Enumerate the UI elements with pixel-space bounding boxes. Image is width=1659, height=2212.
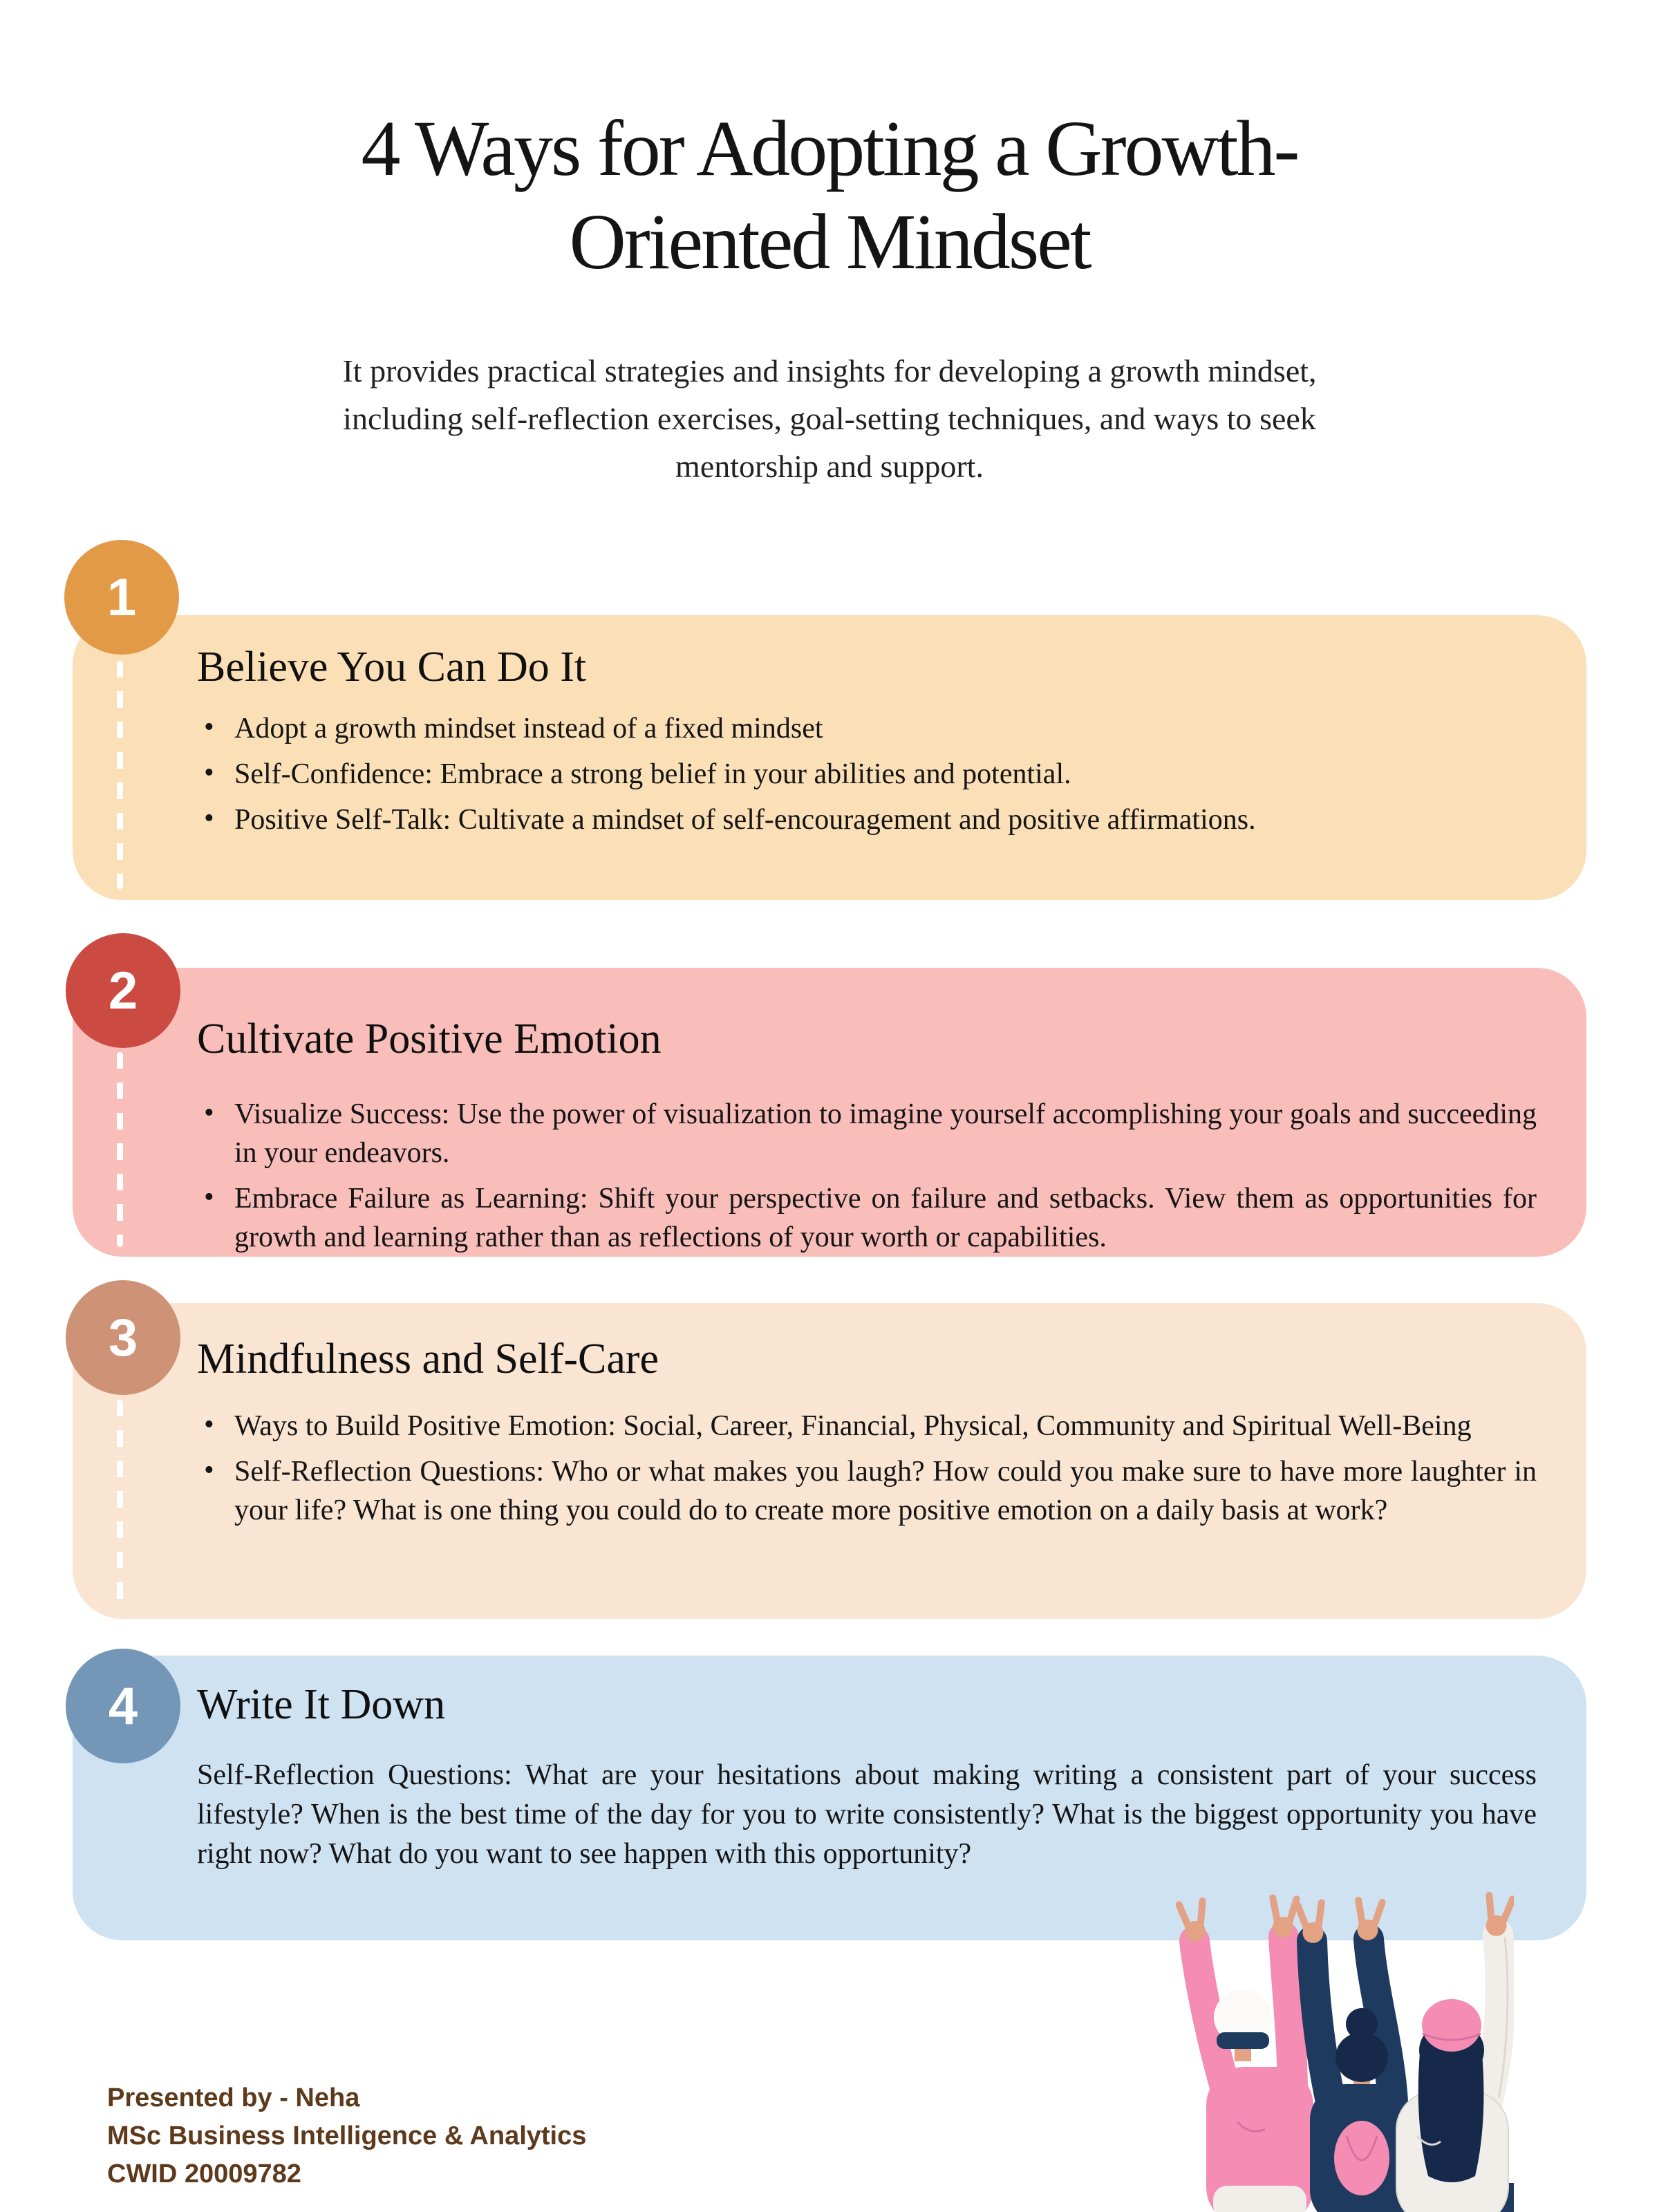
bullet-item: • Self-Reflection Questions: Who or what makes you laugh? How could you make sure to have more laughter in your life? What is one thing you could do to create more positive emotion on a daily basis at work? — [197, 1453, 1537, 1530]
section-2-bullet-list — [197, 1096, 1537, 1257]
bullet-item: • Embrace Failure as Learning: Shift your perspective on failure and setbacks. View them as opportunities for growth and learning rather than as reflections of your worth or capabilities. — [197, 1180, 1537, 1257]
section-mindfulness-and-self-care — [73, 1303, 1586, 1619]
footer-credits — [107, 2079, 586, 2193]
section-4-title: Write It Down — [197, 1681, 446, 1728]
bullet-item: • Positive Self-Talk: Cultivate a mindset of self-encouragement and positive affirmations. — [197, 801, 1537, 840]
section-1-title: Believe You Can Do It — [197, 644, 587, 691]
section-cultivate-positive-emotion — [73, 961, 1586, 1257]
section-4-content — [73, 1656, 1586, 1874]
section-3-title: Mindfulness and Self-Care — [197, 1335, 659, 1382]
section-2-content — [73, 968, 1586, 1257]
page-subtitle: It provides practical strategies and insights for developing a growth mindset, including self-reflection exercises, goal-setting techniques, and ways to seek mentorship and support. — [342, 353, 1317, 484]
section-1-number-badge: 1 — [64, 540, 179, 655]
section-believe-you-can-do-it — [73, 568, 1586, 900]
three-people-peace-signs-illustration — [1154, 1859, 1514, 2212]
section-1-content — [73, 615, 1586, 840]
section-3-bullet-list — [197, 1407, 1537, 1530]
section-4-number-badge: 4 — [66, 1649, 180, 1763]
section-3-content — [73, 1303, 1586, 1530]
page-title-line2: Oriented Mindset — [569, 197, 1090, 285]
bullet-item: • Visualize Success: Use the power of visualization to imagine yourself accomplishing your goals and succeeding in your endeavors. — [197, 1096, 1537, 1173]
page-title — [0, 102, 1659, 288]
bullet-item: • Ways to Build Positive Emotion: Social, Career, Financial, Physical, Community and Spiritual Well-Being — [197, 1407, 1537, 1446]
footer-cwid: CWID 20009782 — [107, 2159, 301, 2189]
page-title-line1: 4 Ways for Adopting a Growth- — [361, 104, 1298, 192]
section-2-title: Cultivate Positive Emotion — [197, 1015, 662, 1062]
footer-presented-by: Presented by - Neha — [107, 2083, 360, 2112]
section-3-number-badge: 3 — [66, 1280, 180, 1395]
bullet-item: • Self-Confidence: Embrace a strong belief in your abilities and potential. — [197, 756, 1537, 794]
bullet-item: • Adopt a growth mindset instead of a fixed mindset — [197, 710, 1537, 749]
footer-program: MSc Business Intelligence & Analytics — [107, 2121, 587, 2151]
section-1-bullet-list — [197, 710, 1537, 840]
section-4-paragraph: Self-Reflection Questions: What are your hesitations about making writing a consistent part of your success lifestyle? When is the best time of the day for you to write consistently? What is the biggest opportunity you have right now? What do you want to see happen with this opportunity? — [197, 1759, 1537, 1871]
section-2-number-badge: 2 — [66, 933, 180, 1048]
